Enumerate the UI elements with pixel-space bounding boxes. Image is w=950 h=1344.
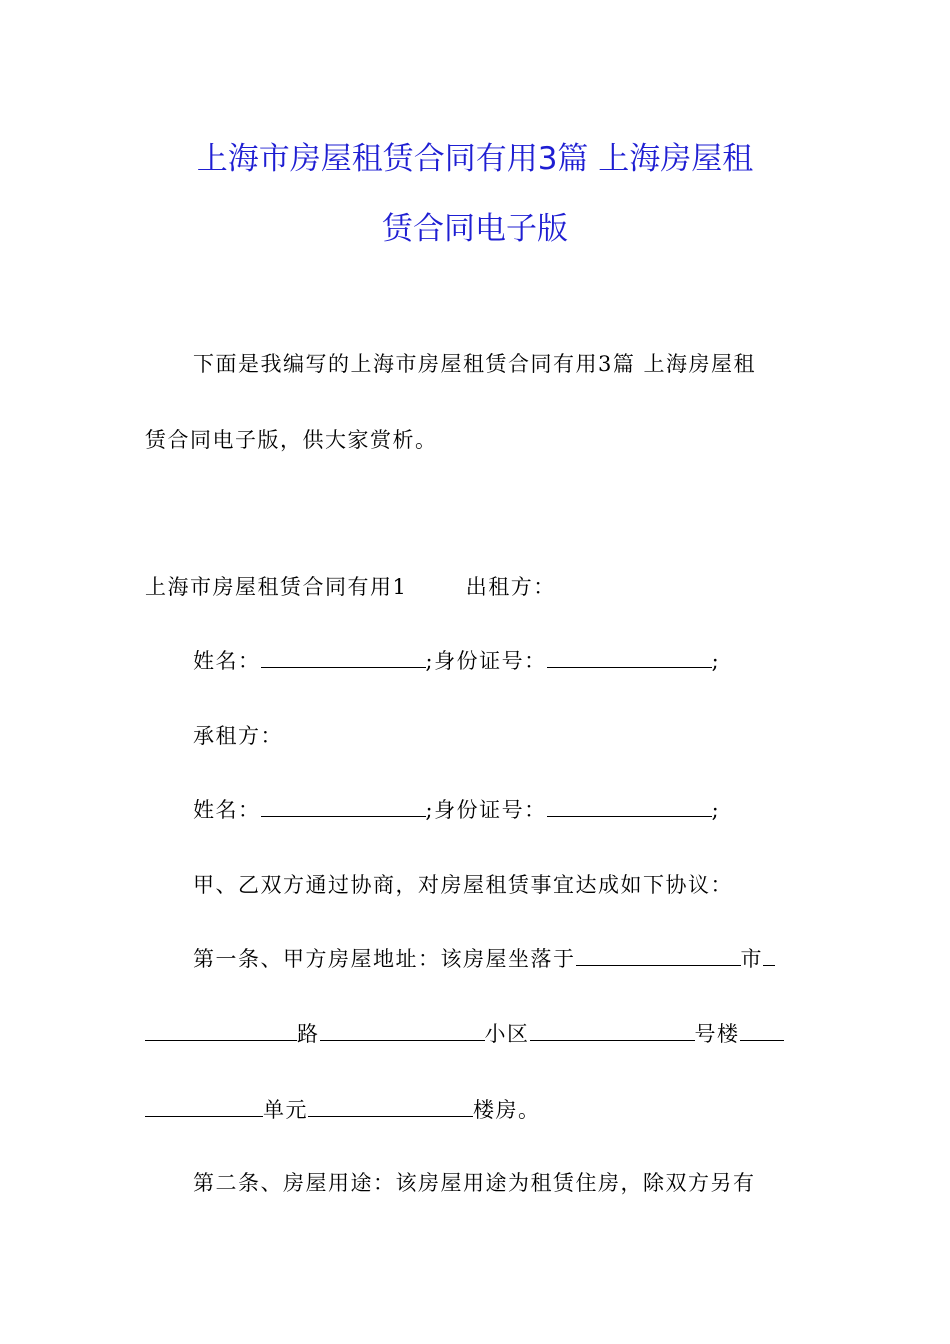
article1-community: 小区	[484, 1022, 530, 1046]
article1-line-2	[145, 1018, 784, 1048]
lessor-id-blank[interactable]	[547, 649, 712, 668]
article1-line-3	[145, 1094, 541, 1124]
lessee-label: 承租方：	[193, 724, 283, 748]
lessor-name-label: 姓名：	[193, 649, 261, 673]
agreement-line: 甲、乙双方通过协商，对房屋租赁事宜达成如下协议：	[193, 873, 733, 897]
article2-line-1: 第二条、房屋用途：该房屋用途为租赁住房，除双方另有	[193, 1171, 756, 1195]
lessor-id-label: ;身份证号：	[425, 649, 547, 673]
intro-line-1: 下面是我编写的上海市房屋租赁合同有用3篇 上海房屋租	[193, 352, 757, 376]
article1-community-blank[interactable]	[530, 1022, 695, 1041]
lessee-name-blank[interactable]	[261, 798, 426, 817]
article1-building-blank-end[interactable]	[145, 1098, 263, 1117]
article1-building-blank-start[interactable]	[740, 1022, 784, 1041]
lessor-row	[193, 645, 720, 675]
lessee-name-label: 姓名：	[193, 798, 261, 822]
lessor-row-end: ;	[711, 649, 721, 673]
article1-city: 市	[740, 947, 763, 971]
article1-city-blank-start[interactable]	[763, 947, 775, 966]
document-title-line-1: 上海市房屋租赁合同有用3篇 上海房屋租	[196, 141, 754, 177]
article1-unit-blank[interactable]	[308, 1098, 473, 1117]
article1-building: 号楼	[694, 1022, 740, 1046]
article1-lead: 第一条、甲方房屋地址：该房屋坐落于	[193, 947, 576, 971]
lessee-id-blank[interactable]	[547, 798, 712, 817]
article1-city-blank-end[interactable]	[145, 1022, 297, 1041]
lessee-row	[193, 794, 720, 824]
document-title-line-2: 赁合同电子版	[382, 211, 568, 247]
article1-floor: 楼房。	[473, 1098, 541, 1122]
section-heading: 上海市房屋租赁合同有用1	[145, 575, 408, 599]
lessor-name-blank[interactable]	[261, 649, 426, 668]
section-heading-row	[145, 571, 556, 601]
lessee-row-end: ;	[711, 798, 721, 822]
article1-road-blank[interactable]	[320, 1022, 485, 1041]
article1-road: 路	[297, 1022, 320, 1046]
intro-line-2: 赁合同电子版，供大家赏析。	[145, 428, 438, 452]
lessor-label: 出租方：	[465, 575, 556, 599]
article1-unit: 单元	[263, 1098, 308, 1122]
lessee-id-label: ;身份证号：	[425, 798, 547, 822]
article1-address-blank[interactable]	[576, 947, 741, 966]
article1-line-1	[193, 943, 775, 973]
